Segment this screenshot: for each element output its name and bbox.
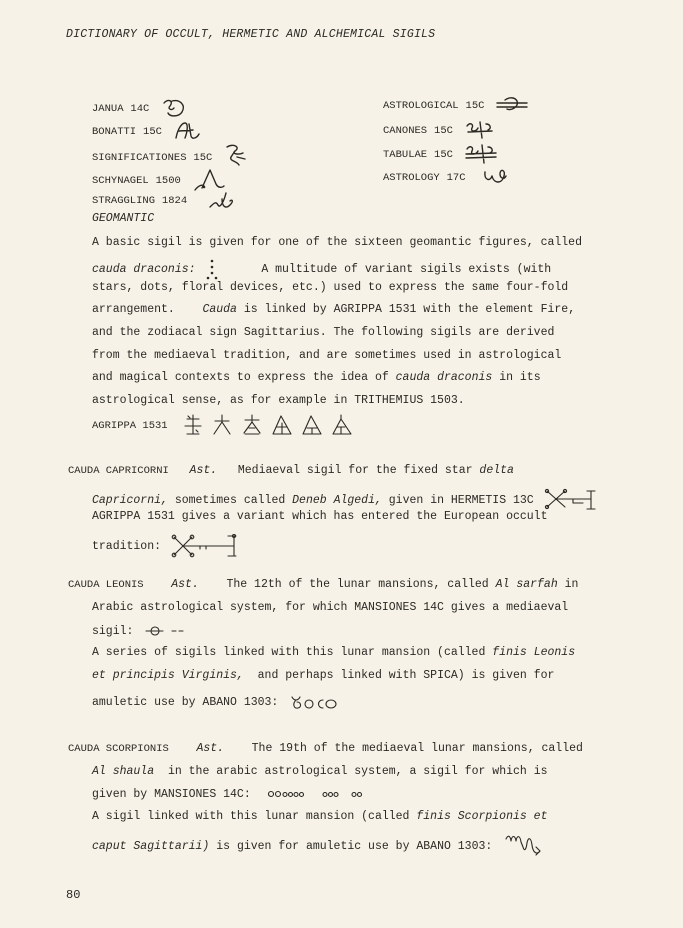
paragraph-line: A series of sigils linked with this lunar mansion (called finis Leonis bbox=[92, 646, 576, 659]
significationes-sigil-icon bbox=[223, 143, 249, 171]
page-number: 80 bbox=[66, 888, 81, 902]
mansiones-scorpionis-sigil-icon bbox=[268, 789, 388, 799]
abano-scorpionis-sigil-icon bbox=[503, 833, 543, 859]
paragraph-line: tradition: bbox=[92, 533, 240, 559]
paragraph-line: A sigil linked with this lunar mansion (called finis Scorpionis et bbox=[92, 810, 548, 823]
sigil-entry-canones: CANONES 15C bbox=[383, 120, 496, 140]
tabulae-sigil-icon bbox=[464, 143, 500, 165]
sigil-entry-bonatti: BONATTI 15C bbox=[92, 120, 203, 142]
paragraph-line: astrological sense, as for example in TRITHEMIUS 1503. bbox=[92, 394, 465, 407]
canones-sigil-icon bbox=[464, 120, 496, 140]
entry-cauda-scorpionis: CAUDA SCORPIONIS Ast. The 19th of the mediaeval lunar mansions, called bbox=[68, 742, 583, 755]
entry-term: CAUDA LEONIS bbox=[68, 579, 144, 591]
paragraph-line: Al shaula in the arabic astrological system, a sigil for which is bbox=[92, 765, 548, 778]
entry-term: CAUDA CAPRICORNI bbox=[68, 465, 169, 477]
sigil-entry-significationes: SIGNIFICATIONES 15C bbox=[92, 143, 249, 171]
running-header: DICTIONARY OF OCCULT, HERMETIC AND ALCHEMICAL SIGILS bbox=[66, 28, 436, 41]
abano-leonis-sigil-icon bbox=[289, 692, 341, 712]
agrippa-capricorni-sigil-icon bbox=[170, 533, 240, 559]
astrological-sigil-icon bbox=[495, 97, 529, 113]
agrippa-sigils-row: AGRIPPA 1531 bbox=[92, 414, 373, 436]
janua-sigil-icon bbox=[160, 97, 190, 119]
paragraph-line: amuletic use by ABANO 1303: bbox=[92, 692, 341, 712]
paragraph-line: arrangement. Cauda is linked by AGRIPPA 1531 with the element Fire, bbox=[92, 303, 576, 316]
paragraph-line: caput Sagittarii) is given for amuletic use by ABANO 1303: bbox=[92, 833, 543, 859]
paragraph-line: et principis Virginis, and perhaps linked with SPICA) is given for bbox=[92, 669, 555, 682]
paragraph-line: Capricorni, sometimes called Deneb Algedi, given in HERMETIS 13C bbox=[92, 487, 599, 513]
paragraph-line: given by MANSIONES 14C: bbox=[92, 788, 388, 802]
bonatti-sigil-icon bbox=[173, 120, 203, 142]
paragraph-line: from the mediaeval tradition, and are sometimes used in astrological bbox=[92, 349, 562, 362]
astrology-sigil-icon bbox=[482, 166, 510, 188]
paragraph-line: and magical contexts to express the idea of cauda draconis in its bbox=[92, 371, 541, 384]
paragraph-line: A basic sigil is given for one of the sixteen geomantic figures, called bbox=[92, 236, 582, 249]
entry-cauda-capricorni: CAUDA CAPRICORNI Ast. Mediaeval sigil for the fixed star delta bbox=[68, 464, 514, 477]
paragraph-line: stars, dots, floral devices, etc.) used to express the same four-fold bbox=[92, 281, 569, 294]
entry-term: CAUDA SCORPIONIS bbox=[68, 743, 169, 755]
sigil-entry-schynagel: SCHYNAGEL 1500 bbox=[92, 166, 226, 194]
sigil-entry-tabulae: TABULAE 15C bbox=[383, 143, 500, 165]
sigil-entry-astrological: ASTROLOGICAL 15C bbox=[383, 97, 529, 113]
mansiones-leonis-sigil-icon bbox=[144, 624, 184, 638]
entry-cauda-leonis: CAUDA LEONIS Ast. The 12th of the lunar mansions, called Al sarfah in bbox=[68, 578, 579, 591]
paragraph-line: and the zodiacal sign Sagittarius. The following sigils are derived bbox=[92, 326, 555, 339]
agrippa-sigils-icon bbox=[183, 414, 373, 436]
hermetis-sigil-icon bbox=[543, 487, 599, 513]
section-heading-geomantic: GEOMANTIC bbox=[92, 212, 155, 225]
sigil-entry-astrology: ASTROLOGY 17C bbox=[383, 166, 510, 188]
paragraph-line: Arabic astrological system, for which MANSIONES 14C gives a mediaeval bbox=[92, 601, 569, 614]
sigil-entry-janua: JANUA 14C bbox=[92, 97, 190, 119]
cauda-draconis-figure-icon bbox=[206, 258, 218, 280]
paragraph-line: cauda draconis: A multitude of variant sigils exists (with bbox=[92, 258, 551, 280]
paragraph-line: AGRIPPA 1531 gives a variant which has entered the European occult bbox=[92, 510, 548, 523]
straggling-sigil-icon bbox=[208, 189, 242, 211]
paragraph-line: sigil: bbox=[92, 624, 184, 639]
sigil-entry-straggling: STRAGGLING 1824 bbox=[92, 189, 242, 211]
